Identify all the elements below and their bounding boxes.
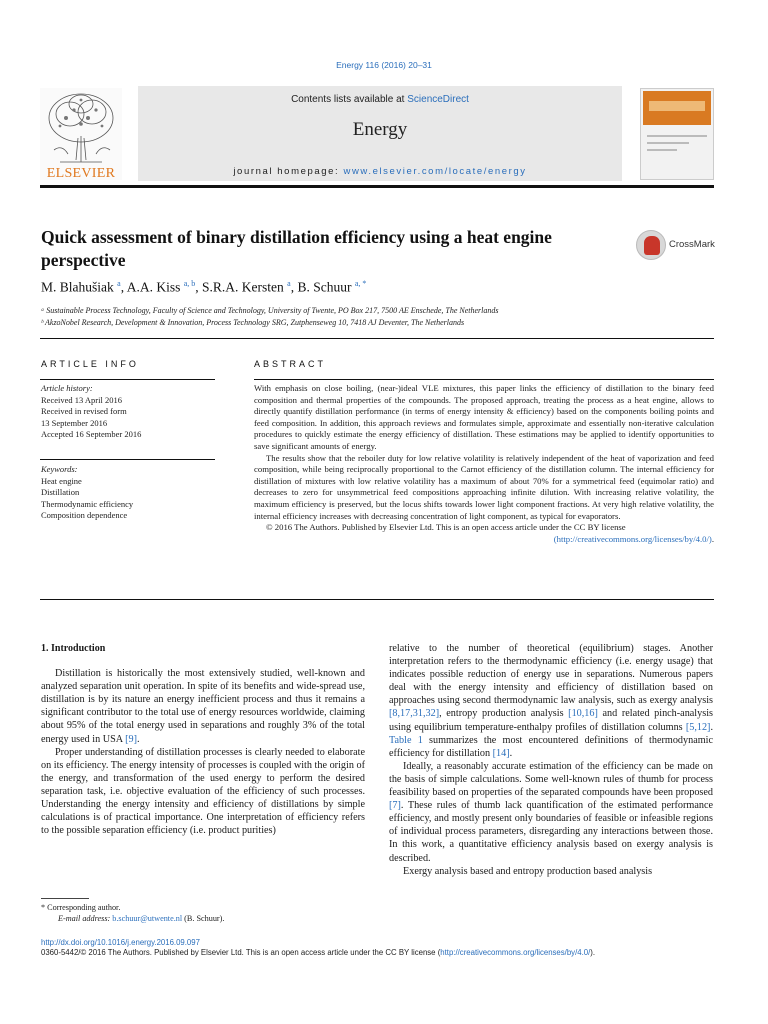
keywords-rule [40,459,215,460]
body-paragraph [389,760,713,865]
body-paragraph: Exergy analysis based and entropy production based analysis [403,865,653,877]
issn-text: 0360-5442/© 2016 The Authors. Published by Elsevier Ltd. This is an open access article under the CC BY license ( [41,948,441,957]
abstract-paragraph: With emphasis on close boiling, (near-)ideal VLE mixtures, this paper links the efficiency of distillation to the binary feed composition and thermal properties of the compounds. The proposed approach, treating the process as a heat engine, allows to directly quantify distillation performance (in terms of energy intensity & efficiency) based on the components boiling points and feed composition. In addition, this approach reviews and formulates simple, approximate and essentially non-iterative calculation procedures to quickly estimate the energy efficiency of distillation. These estimations may be applied to identify opportunities to save significant amounts of energy. [254,383,714,451]
license-link[interactable]: (http://creativecommons.org/licenses/by/4.0/) [553,533,712,544]
article-info-label: ARTICLE INFO [41,359,139,369]
author-name: B. Schuur [297,279,352,295]
abstract-copyright: © 2016 The Authors. Published by Elsevier Ltd. This is an open access article under the CC BY license [266,522,626,533]
body-text: and related pinch-analysis using equilibrium temperature-enthalpy profiles of distillation columns [389,708,713,733]
license-period: . [711,533,714,544]
body-column-right [389,642,713,878]
history-heading: Article history: [41,383,93,393]
author-affiliation-mark[interactable]: a, * [354,279,367,288]
email-link[interactable]: b.schuur@utwente.nl [112,914,183,923]
author-affiliation-mark[interactable]: a [117,279,121,288]
crossmark-icon [636,230,666,260]
cover-title-block [649,101,705,111]
body-text: . [137,733,140,745]
cover-text-lines [647,135,707,156]
abstract-paragraph: The results show that the reboiler duty for low relative volatility is relatively independent of the heat of vaporization and feed composition, while being reciprocally proportional to the Carnot efficiency of the distillation column. The internal efficiency for distillation of mixtures with low relative volatility has a maximum of about 70% for a symmetrical feed (equimolar ratio) and decreases to zero for unsymmetrical feed compositions approaching infinite dilution. With increasing relative volatility, the maximum efficiency is preserved, but the locus shifts towards lower light component fractions. At very high relative volatility, the internal efficiency increases with decreasing concentration of light component, as typical for evaporators. [254,452,714,521]
abstract-bottom-rule [40,599,714,600]
journal-homepage-line [138,166,622,177]
issn-text-end: ). [590,948,596,957]
body-text: relative to the number of theoretical (equilibrium) stages. Another interpretation refers to the thermodynamic efficiency (i.e. energy usage) that indicates possible reduction of energy use in separations. Numerous papers deal with the energy intensity and efficiency of distillation based on approaches using second thermodynamic law analysis, such as exergy analysis [389,643,713,707]
body-column-left [41,642,365,837]
citation-link[interactable]: [5,12] [685,721,711,733]
abstract-license-line [254,534,714,546]
section-heading: 1. Introduction [41,643,106,654]
body-text: . [509,747,513,759]
keyword: Heat engine [41,475,82,486]
author-name: S.R.A. Kersten [202,279,284,295]
keywords [41,464,133,522]
crossmark-badge[interactable] [636,230,716,260]
body-text: . [710,721,713,733]
email-footnote [58,913,224,924]
article-history [41,383,141,441]
footnote-rule [41,898,89,899]
journal-cover-thumbnail[interactable] [640,88,714,180]
keyword: Composition dependence [41,510,128,520]
issn-copyright-line [41,948,595,957]
body-text: summarizes the most encountered definitions of thermodynamic efficiency for distillation [389,734,713,759]
journal-name: Energy [352,119,408,140]
body-paragraph [41,667,365,746]
doi-link[interactable]: http://dx.doi.org/10.1016/j.energy.2016.09.097 [41,938,200,947]
body-text: Ideally, a reasonably accurate estimation of the efficiency can be made on the basis of simple calculations. Some well-known rules of thumb for process feasibility based on properties of the separated compounds have been proposed [389,760,713,799]
history-line: Received in revised form [41,406,127,416]
body-text: . These rules of thumb lack quantification of the estimated performance efficiency, and mostly present only boundaries of feasible or infeasible regions of individual process parameters, disregarding any interactions between those. In this work, a quantitative efficiency analysis based on exergy analysis is described. [389,800,713,864]
journal-header [138,86,622,181]
author-affiliation-mark[interactable]: a [287,279,291,288]
journal-reference[interactable]: Energy 116 (2016) 20–31 [336,60,432,70]
corresponding-author-note: * Corresponding author. [41,903,121,912]
citation-link[interactable]: [10,16] [568,708,598,720]
header-rule [40,185,714,188]
affiliation-b: ᵇ AkzoNobel Research, Development & Innovation, Process Technology SRG, Zutphenseweg 10, 7418 AJ Deventer, The Netherlands [41,318,465,327]
author-affiliation-mark[interactable]: a, b [183,279,196,288]
history-line: Received 13 April 2016 [41,394,122,405]
body-text: , entropy production analysis [439,708,569,720]
elsevier-wordmark: ELSEVIER [46,166,116,181]
author-name: M. Blahušiak [41,279,114,295]
sciencedirect-link[interactable]: ScienceDirect [407,94,469,105]
article-title: Quick assessment of binary distillation efficiency using a heat engine perspective [41,227,552,270]
affiliation-rule [40,338,714,339]
keyword: Distillation [41,487,80,497]
citation-link[interactable]: [14] [492,747,510,759]
body-paragraph [389,642,713,760]
citation-link[interactable]: [8,17,31,32] [389,708,440,720]
keyword: Thermodynamic efficiency [41,498,134,509]
abstract-label: ABSTRACT [254,359,327,369]
issn-license-link[interactable]: http://creativecommons.org/licenses/by/4.0/ [440,948,591,957]
author-list: M. Blahušiak $^a$, A.A. Kiss $^{a, b}$, S.R.A. Kersten $^a$, B. Schuur $^{a, *}$ [41,279,367,295]
citation-link[interactable]: [9] [125,733,138,745]
body-paragraph: Proper understanding of distillation processes is clearly needed to elaborate on its efficiency. The energy intensity of processes is coupled with the origin of the energy, and transformation of the used energy to perform the desired separation task, i.e. objective evaluation of the efficiency of such processes. Understanding the energy intensity and efficiency of distillations by simple calculations is of practical importance. One interpretation of efficiency refers to the possible separation efficiency (i.e. product purities) [41,746,365,837]
abstract-rule [254,379,714,380]
homepage-prefix: journal homepage: [233,166,344,177]
affiliation-a: ᵃ Sustainable Process Technology, Faculty of Science and Technology, University of Twente, PO Box 217, 7500 AE Enschede, The Netherlands [41,306,499,315]
email-suffix: (B. Schuur). [182,914,225,923]
history-line: Accepted 16 September 2016 [41,429,142,439]
body-text: Distillation is historically the most extensively studied, well-known and analyzed separation unit operation. In spite of its benefits and wide-spread use, distillation is by its nature an energy inefficient process and thus it remains a significant contributor to the total use of energy resources worldwide, claiming about 95% of the total energy used in separations and roughly 3% of the total energy used in USA [41,668,365,745]
citation-link[interactable]: [7] [389,800,401,812]
article-info-rule [40,379,215,380]
contents-available-line [138,94,622,105]
author-name: A.A. Kiss [126,279,181,295]
history-line: 13 September 2016 [41,417,108,428]
contents-prefix: Contents lists available at [291,94,408,105]
keywords-heading: Keywords: [41,464,78,474]
abstract-body [254,383,714,545]
email-label: E-mail address: [58,914,113,923]
crossmark-label: CrossMark [669,239,715,250]
table-link[interactable]: Table 1 [389,734,423,746]
journal-homepage-link[interactable]: www.elsevier.com/locate/energy [343,166,527,177]
